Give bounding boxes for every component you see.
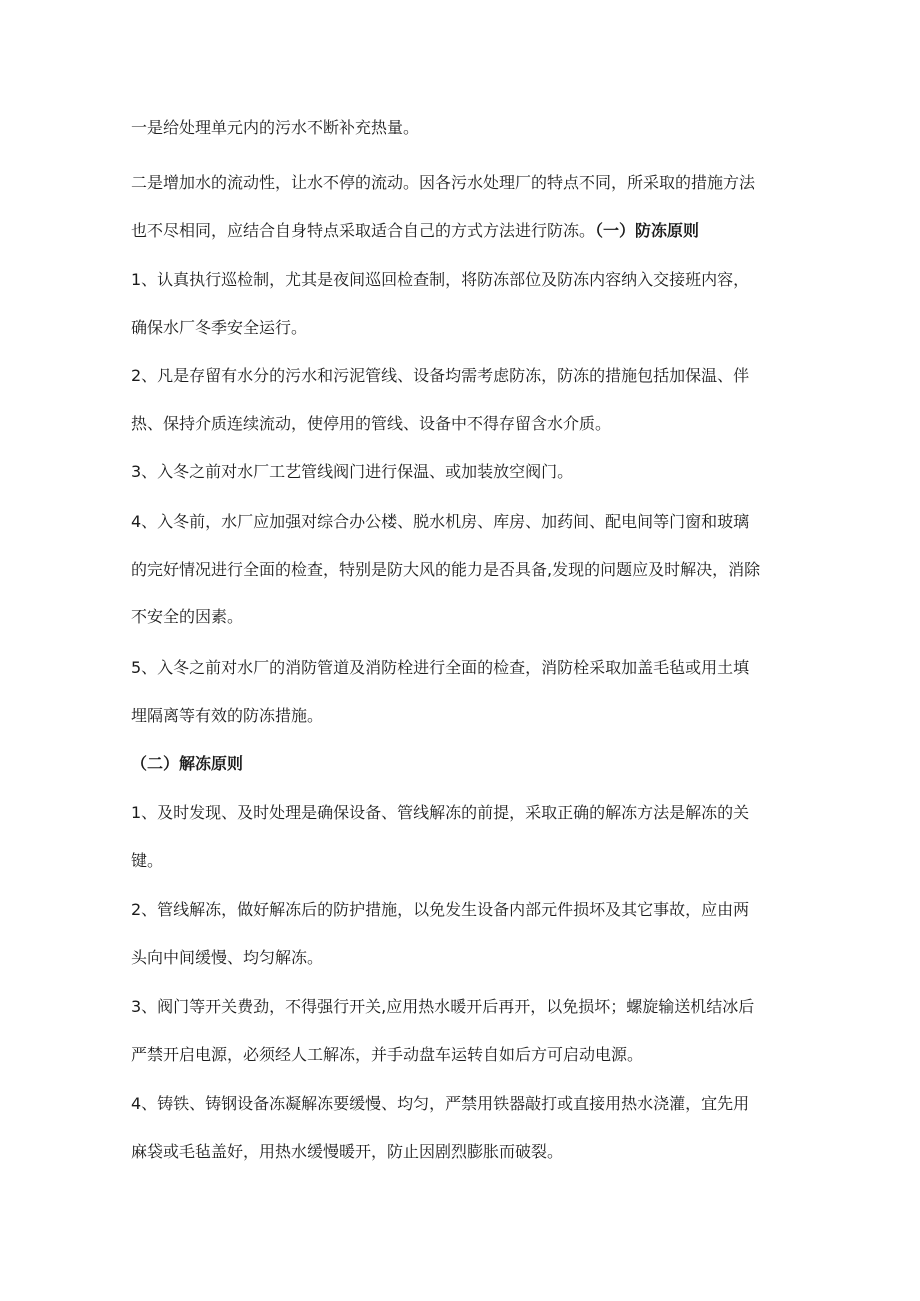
- paragraph-line: 严禁开启电源，必须经人工解冻，并手动盘车运转自如后方可启动电源。: [131, 1045, 644, 1064]
- paragraph-line: 2、管线解冻，做好解冻后的防护措施，以免发生设备内部元件损坏及其它事故，应由两: [131, 900, 750, 919]
- paragraph-line: 3、入冬之前对水厂工艺管线阀门进行保温、或加装放空阀门。: [131, 462, 574, 481]
- paragraph-line: 键。: [131, 851, 164, 870]
- paragraph-line: [131, 221, 801, 241]
- paragraph-line: 3、阀门等开关费劲，不得强行开关,应用热水暖开后再开，以免损坏；螺旋输送机结冰后: [131, 997, 755, 1016]
- paragraph-line: 二是增加水的流动性，让水不停的流动。因各污水处理厂的特点不同，所采取的措施方法: [131, 173, 756, 192]
- paragraph-line: 热、保持介质连续流动，使停用的管线、设备中不得存留含水介质。: [131, 414, 612, 433]
- paragraph-line: 头向中间缓慢、均匀解冻。: [131, 948, 324, 967]
- paragraph-line: 1、认真执行巡检制，尤其是夜间巡回检查制，将防冻部位及防冻内容纳入交接班内容，: [131, 270, 750, 289]
- paragraph-line: 确保水厂冬季安全运行。: [131, 318, 308, 337]
- paragraph-text: 也不尽相同，应结合自身特点采取适合自己的方式方法进行防冻。: [131, 221, 596, 240]
- paragraph-line: 埋隔离等有效的防冻措施。: [131, 706, 324, 725]
- paragraph-line: 4、入冬前，水厂应加强对综合办公楼、脱水机房、库房、加药间、配电间等门窗和玻璃: [131, 512, 750, 531]
- paragraph-line: 4、铸铁、铸钢设备冻凝解冻要缓慢、均匀，严禁用铁器敲打或直接用热水浇灌，宜先用: [131, 1094, 750, 1113]
- paragraph-line: 不安全的因素。: [131, 607, 244, 626]
- paragraph-line: 1、及时发现、及时处理是确保设备、管线解冻的前提，采取正确的解冻方法是解冻的关: [131, 803, 750, 822]
- section-heading-2: （二）解冻原则: [131, 754, 244, 773]
- paragraph-line: 2、凡是存留有水分的污水和污泥管线、设备均需考虑防冻，防冻的措施包括加保温、伴: [131, 366, 750, 385]
- paragraph-line: 5、入冬之前对水厂的消防管道及消防栓进行全面的检查，消防栓采取加盖毛毡或用土填: [131, 658, 750, 677]
- paragraph-line: 麻袋或毛毡盖好，用热水缓慢暖开，防止因剧烈膨胀而破裂。: [131, 1142, 564, 1161]
- paragraph-line: 一是给处理单元内的污水不断补充热量。: [131, 118, 420, 137]
- section-heading-1: （一）防冻原则: [595, 221, 700, 240]
- paragraph-line: 的完好情况进行全面的检查，特别是防大风的能力是否具备,发现的问题应及时解决，消除: [131, 560, 761, 579]
